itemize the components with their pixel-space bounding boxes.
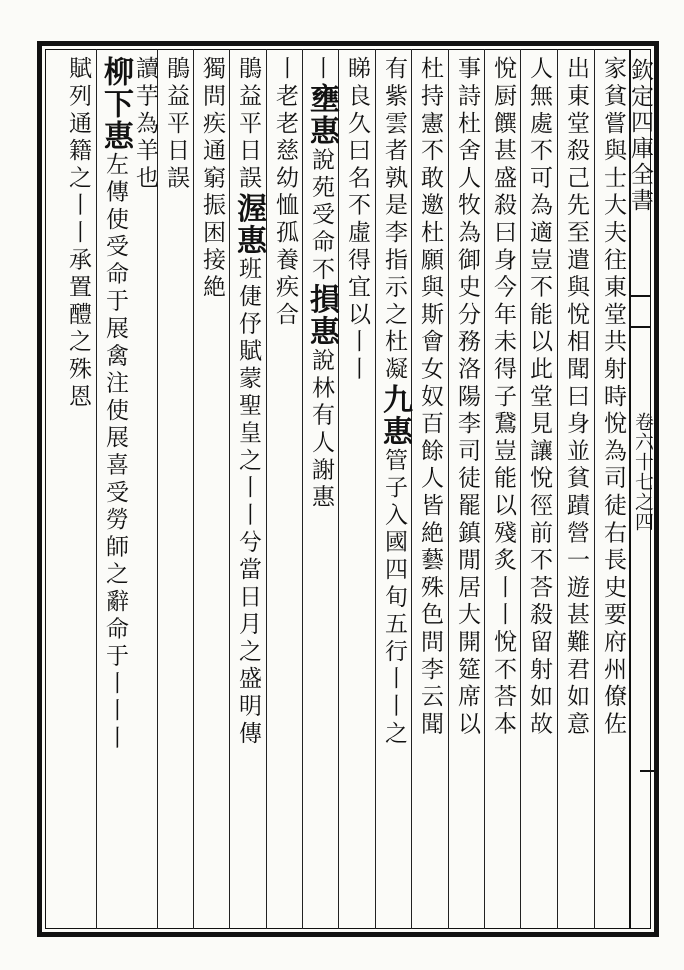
text-column-7: 有紫雲者孰是李指示之杜凝九惠管子入國四旬五行丨丨之 [377,56,412,748]
text-column-3: 人無處不可為適豈不能以此堂見讓悅徑前不荅殺留射如故 [526,56,552,739]
text-column-15: 柳下惠左傳使受命于展禽注使展喜受勞師之辭命于丨丨丨 [98,56,133,753]
fishtail-mark-bottom [629,326,651,340]
column-rule [302,49,303,929]
text-column-14: 讀芋為羊也 [132,56,158,193]
text-column-10: 丨老老慈幼恤孤養疾合 [272,56,298,329]
column-rule [484,49,485,929]
text-column-1: 家貧嘗與士大夫往東堂共射時悅為司徒右長史要府州僚佐 [600,56,626,739]
column-rule [96,49,97,929]
column-rule [411,49,412,929]
text-column-6: 杜持憲不敢邀杜願與斯會女奴百餘人皆絶藝殊色問李云聞 [417,56,443,739]
column-rule [193,49,194,929]
text-column-12: 獨問疾通窮振困接絶 [199,56,225,302]
column-rule [375,49,376,929]
entry-heading: 損惠 [304,283,339,348]
entry-heading: 柳下惠 [98,56,133,152]
text-column-8: 睇良久曰名不虛得宜以丨丨 [344,56,370,384]
column-rule [520,49,521,929]
margin-volume: 卷六十七之四 [632,412,654,532]
fishtail-mark-top [629,295,651,309]
entry-heading: 壅惠 [304,83,339,148]
column-rule [266,49,267,929]
column-rule [229,49,230,929]
text-column-16: 賦列通籍之丨丨承置醴之殊恩 [65,56,91,411]
column-rule [338,49,339,929]
column-rule [557,49,558,929]
margin-book-title: 欽定四庫全書 [627,58,653,214]
margin-tick [640,770,658,772]
column-rule [448,49,449,929]
text-column-13: 鵑益平日誤 [163,56,189,193]
text-column-2: 出東堂殺己先至遣與悅相聞曰身並貧蹟營一遊甚難君如意 [563,56,589,739]
text-column-5: 事詩杜舍人牧為御史分務洛陽李司徒罷鎮閒居大開筵席以 [454,56,480,739]
column-rule [594,49,595,929]
entry-heading: 九惠 [377,383,412,448]
entry-heading: 渥惠 [231,192,266,257]
text-column-4: 悅厨饌甚盛殺曰身今年未得子鵞豈能以殘炙丨丨悅不荅本 [490,56,516,739]
text-column-11: 鵑益平日誤渥惠班倢伃賦蒙聖皇之丨丨兮當日月之盛明傳 [231,56,266,748]
text-column-9: 丨壅惠說苑受命不損惠說林有人謝惠 [304,56,339,512]
